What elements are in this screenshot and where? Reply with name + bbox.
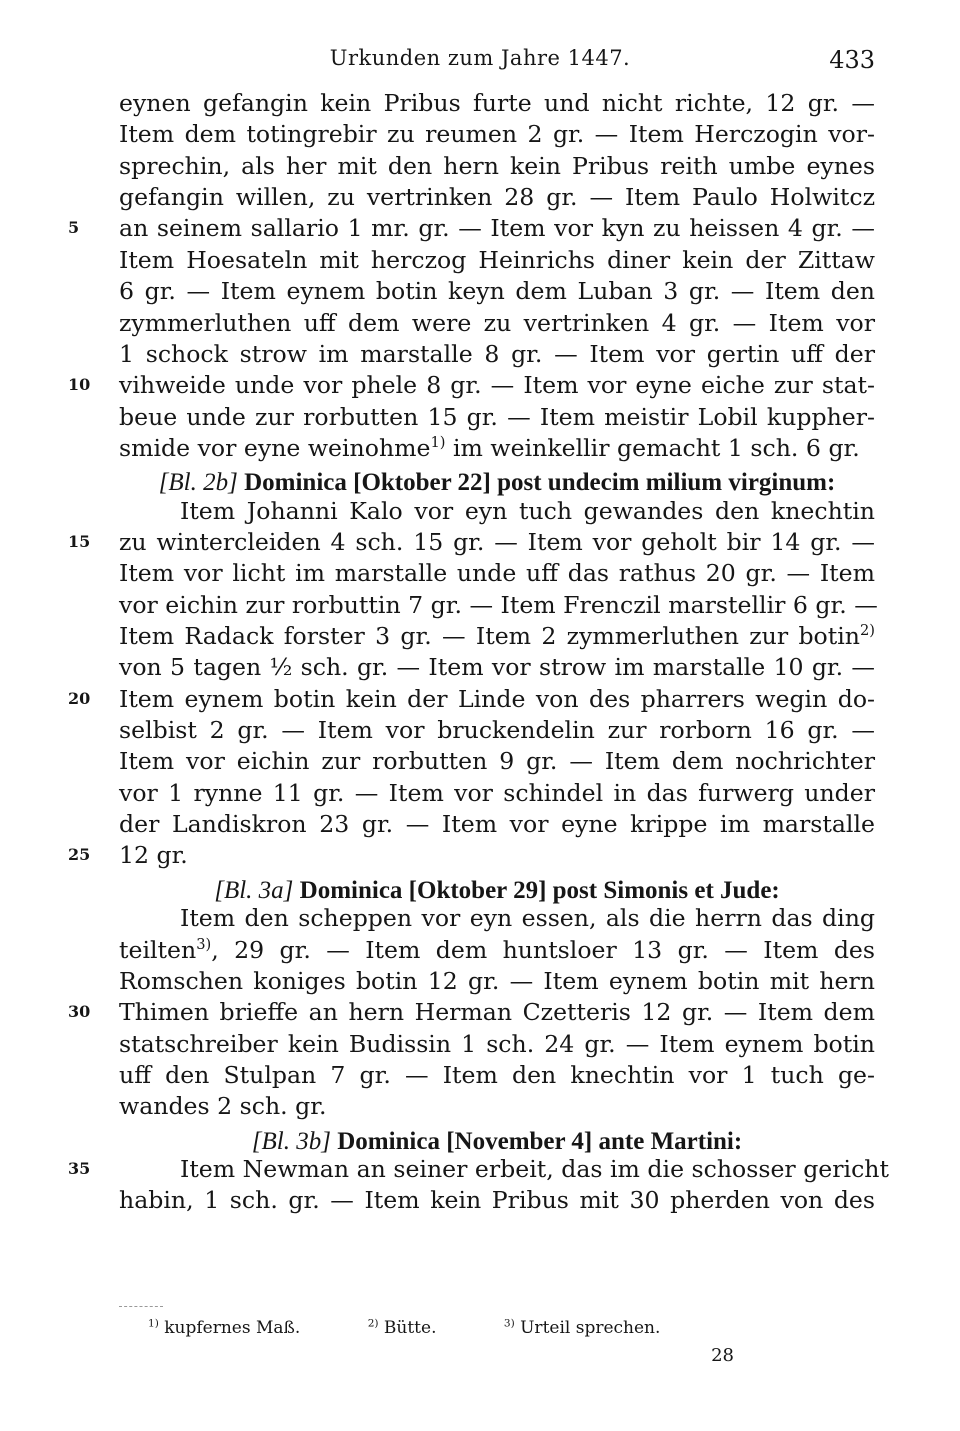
line-number: 20 [68,688,91,708]
line-text: Item Hoesateln mit herczog Heinrichs diner kein der Zittaw [119,245,875,274]
footnote-marker: 3) [196,935,212,953]
line-text: der Landiskron 23 gr. — Item vor eyne krippe im marstalle [119,810,875,839]
line-text: uff den Stulpan 7 gr. — Item den knechtin vor 1 tuch ge- [119,1060,875,1089]
line-text-continued: im weinkellir gemacht 1 sch. 6 gr. [445,433,860,462]
line-number: 35 [68,1158,91,1178]
text-line [119,1184,875,1216]
text-line [180,495,875,527]
text-line [119,118,875,150]
text-line [119,934,875,966]
line-text: Thimen brieffe an hern Herman Czetteris 12 gr. — Item dem [119,998,875,1027]
line-text: wandes 2 sch. gr. [119,1092,327,1121]
folio-reference: [Bl. 3b] [251,1127,331,1155]
line-number: 30 [68,1002,91,1022]
text-line [180,1153,889,1185]
line-text: zymmerluthen uff dem were zu vertrinken 4 gr. — Item vor [119,308,875,337]
line-number: 5 [68,218,80,238]
text-line [119,965,875,997]
line-text: sprechin, als her mit den hern kein Pribus reith umbe eynes [119,151,875,180]
text-line [119,557,875,589]
text-line [119,589,878,621]
line-text: Item Newman an seiner erbeit, das im die schosser gericht [180,1154,889,1183]
text-line [119,369,875,401]
line-text: eynen gefangin kein Pribus furte und nicht richte, 12 gr. — [119,89,875,117]
text-line [180,902,875,934]
line-text: Item vor licht im marstalle unde uff das rathus 20 gr. — Item [119,559,875,588]
line-text: statschreiber kein Budissin 1 sch. 24 gr. — Item eynem botin [119,1029,875,1058]
line-number: 25 [68,845,91,865]
text-line [119,808,875,840]
folio-reference: [Bl. 2b] [158,469,238,497]
footnotes [148,1314,848,1342]
line-text: beue unde zur rorbutten 15 gr. — Item meistir Lobil kuppher- [119,402,875,431]
running-header: Urkunden zum Jahre 1447. [329,46,631,70]
text-line [119,338,875,370]
footnote-1: $^{1)}$ kupfernes Maß. [148,1317,301,1338]
line-text: vihweide unde vor phele 8 gr. — Item vor eyne eiche zur stat- [119,371,875,400]
folio-reference: [Bl. 3a] [214,876,294,904]
footnote-marker: 2) [859,622,875,640]
line-number: 10 [68,375,91,395]
footnote-marker: 1) [430,434,446,452]
text-line [119,1090,875,1122]
text-line [119,745,875,777]
text-line [119,620,875,652]
text-line [119,777,875,809]
text-line [119,432,875,464]
line-text: habin, 1 sch. gr. — Item kein Pribus mit 30 pherden von des [119,1186,875,1215]
line-text: 12 gr. [119,841,188,870]
footnote-rule [119,1306,163,1307]
text-line [119,212,875,244]
text-line [119,839,875,871]
heading-title: Dominica [Oktober 29] post Simonis et Jude: [299,876,780,904]
text-line [119,714,875,746]
text-line [119,401,875,433]
line-text: 6 gr. — Item eynem botin keyn dem Luban 3 gr. — Item den [119,277,875,306]
text-line [119,307,875,339]
text-line [119,683,875,715]
footnote-3: $^{3)}$ Urteil sprechen. [503,1317,661,1338]
text-line [119,87,875,119]
text-line [119,181,875,213]
text-line [119,651,875,683]
footnote-2: $^{2)}$ Bütte. [367,1317,437,1338]
line-text: vor 1 rynne 11 gr. — Item vor schindel in das furwerg under [119,778,875,807]
text-line [119,150,875,182]
heading-title: Dominica [Oktober 22] post undecim milium virginum: [244,469,836,497]
line-text: 1 schock strow im marstalle 8 gr. — Item vor gertin uff der [119,339,875,368]
line-text: Item Johanni Kalo vor eyn tuch gewandes den knechtin [180,496,875,525]
text-line [119,996,875,1028]
line-text: Item Radack forster 3 gr. — Item 2 zymmerluthen zur botin [119,622,860,650]
page-number: 433 [829,46,875,74]
text-line [119,1059,875,1091]
text-line [119,244,875,276]
line-text: Item vor eichin zur rorbutten 9 gr. — Item dem nochrichter [119,747,875,776]
line-text-continued: , 29 gr. — Item dem huntsloer 13 gr. — Item des [211,935,875,964]
line-text: Item eynem botin kein der Linde von des pharrers wegin do- [119,684,875,713]
line-text: Item den scheppen vor eyn essen, als die herrn das ding [180,904,875,933]
line-text: vor eichin zur rorbuttin 7 gr. — Item Frenczil marstellir 6 gr. — [119,590,878,619]
line-text: an seinem sallario 1 mr. gr. — Item vor kyn zu heissen 4 gr. — [119,214,875,243]
text-line [119,275,875,307]
line-text: zu wintercleiden 4 sch. 15 gr. — Item vor geholt bir 14 gr. — [119,527,875,556]
line-text: smide vor eyne weinohme [119,433,431,462]
sheet-signature: 28 [711,1345,734,1366]
line-text: selbist 2 gr. — Item vor bruckendelin zur rorborn 16 gr. — [119,716,875,744]
line-text: Item dem totingrebir zu reumen 2 gr. — Item Herczogin vor- [119,120,875,149]
line-text: gefangin willen, zu vertrinken 28 gr. — Item Paulo Holwitcz [119,183,875,212]
line-text: Romschen koniges botin 12 gr. — Item eynem botin mit hern [119,966,875,995]
line-text: von 5 tagen ½ sch. gr. — Item vor strow im marstalle 10 gr. — [119,653,875,682]
text-line [119,1028,875,1060]
heading-title: Dominica [November 4] ante Martini: [337,1127,743,1155]
text-line [119,526,875,558]
line-text: teilten [119,935,197,964]
line-number: 15 [68,531,91,551]
